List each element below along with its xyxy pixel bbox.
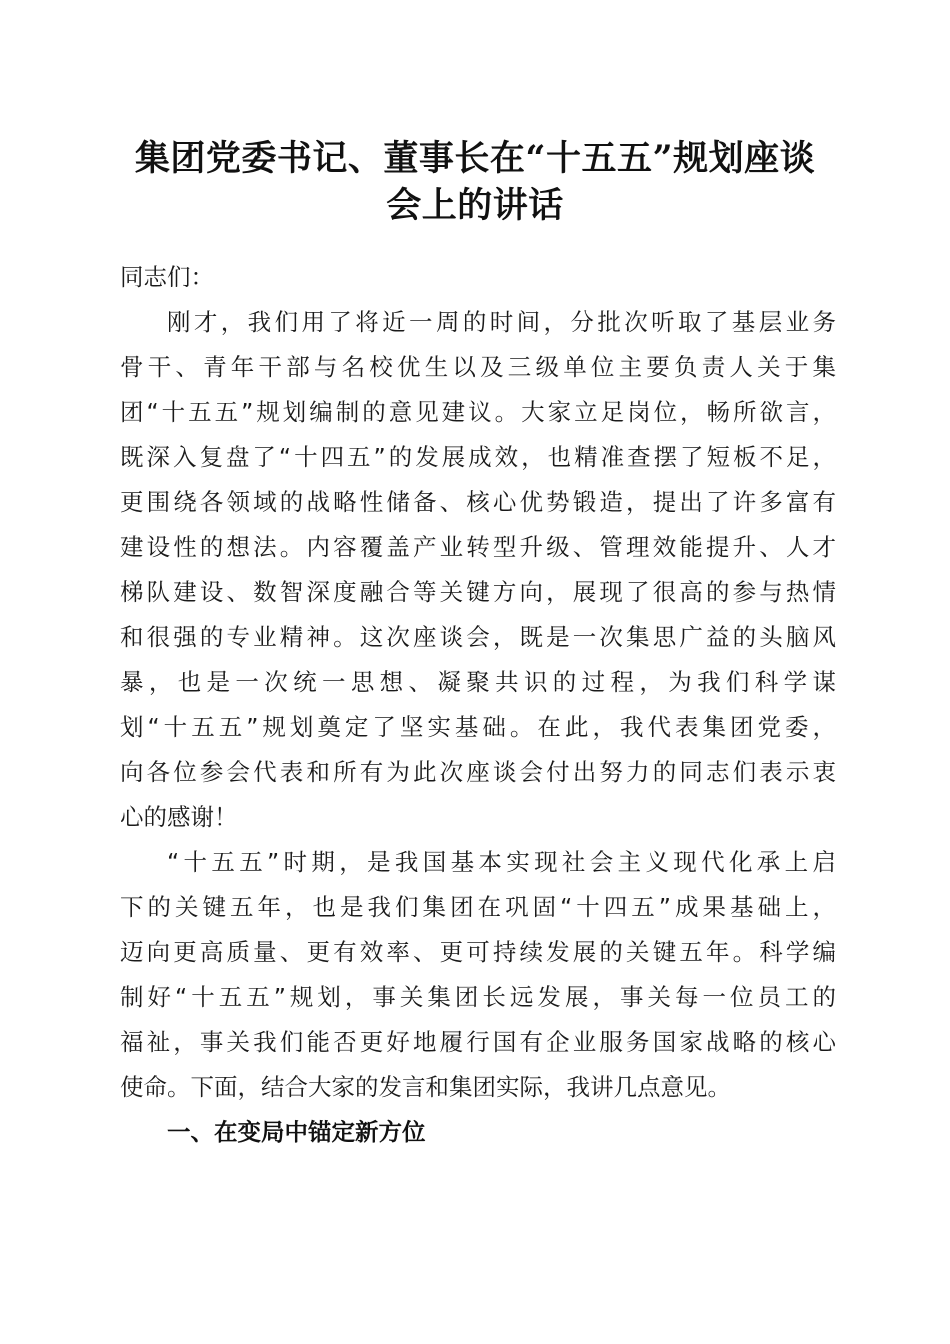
text-line: 划“十五五”规划奠定了坚实基础。在此，我代表集团党委， [120, 713, 836, 741]
text-line: 既深入复盘了“十四五”的发展成效，也精准查摆了短板不足， [120, 443, 836, 471]
title-line-1: 集团党委书记、董事长在“十五五”规划座谈 [134, 138, 816, 179]
salutation: 同志们： [120, 263, 214, 291]
text-line: 心的感谢！ [120, 803, 238, 831]
document-body [120, 255, 836, 1155]
text-line: 刚才，我们用了将近一周的时间，分批次听取了基层业务 [167, 308, 836, 336]
title-line-2: 会上的讲话 [386, 185, 564, 226]
section-heading-1: 一、在变局中锚定新方位 [167, 1118, 426, 1146]
text-line: 团“十五五”规划编制的意见建议。大家立足岗位，畅所欲言， [120, 398, 836, 426]
text-line: 建设性的想法。内容覆盖产业转型升级、管理效能提升、人才 [120, 533, 836, 561]
text-line: 制好“十五五”规划，事关集团长远发展，事关每一位员工的 [120, 983, 836, 1011]
document-title [100, 135, 850, 229]
text-line: 使命。下面，结合大家的发言和集团实际，我讲几点意见。 [120, 1073, 731, 1101]
paragraph-2 [120, 840, 836, 1110]
paragraph-1 [120, 300, 836, 840]
text-line: 向各位参会代表和所有为此次座谈会付出努力的同志们表示衷 [120, 758, 836, 786]
text-line: 更围绕各领域的战略性储备、核心优势锻造，提出了许多富有 [120, 488, 836, 516]
text-line: 梯队建设、数智深度融合等关键方向，展现了很高的参与热情 [120, 578, 836, 606]
text-line: 下的关键五年，也是我们集团在巩固“十四五”成果基础上， [120, 893, 836, 921]
text-line: 和很强的专业精神。这次座谈会，既是一次集思广益的头脑风 [120, 623, 836, 651]
text-line: 骨干、青年干部与名校优生以及三级单位主要负责人关于集 [120, 353, 836, 381]
text-line: 福祉，事关我们能否更好地履行国有企业服务国家战略的核心 [120, 1028, 836, 1056]
text-line: “十五五”时期，是我国基本实现社会主义现代化承上启 [167, 848, 836, 876]
text-line: 暴，也是一次统一思想、凝聚共识的过程，为我们科学谋 [120, 668, 836, 696]
text-line: 迈向更高质量、更有效率、更可持续发展的关键五年。科学编 [120, 938, 836, 966]
